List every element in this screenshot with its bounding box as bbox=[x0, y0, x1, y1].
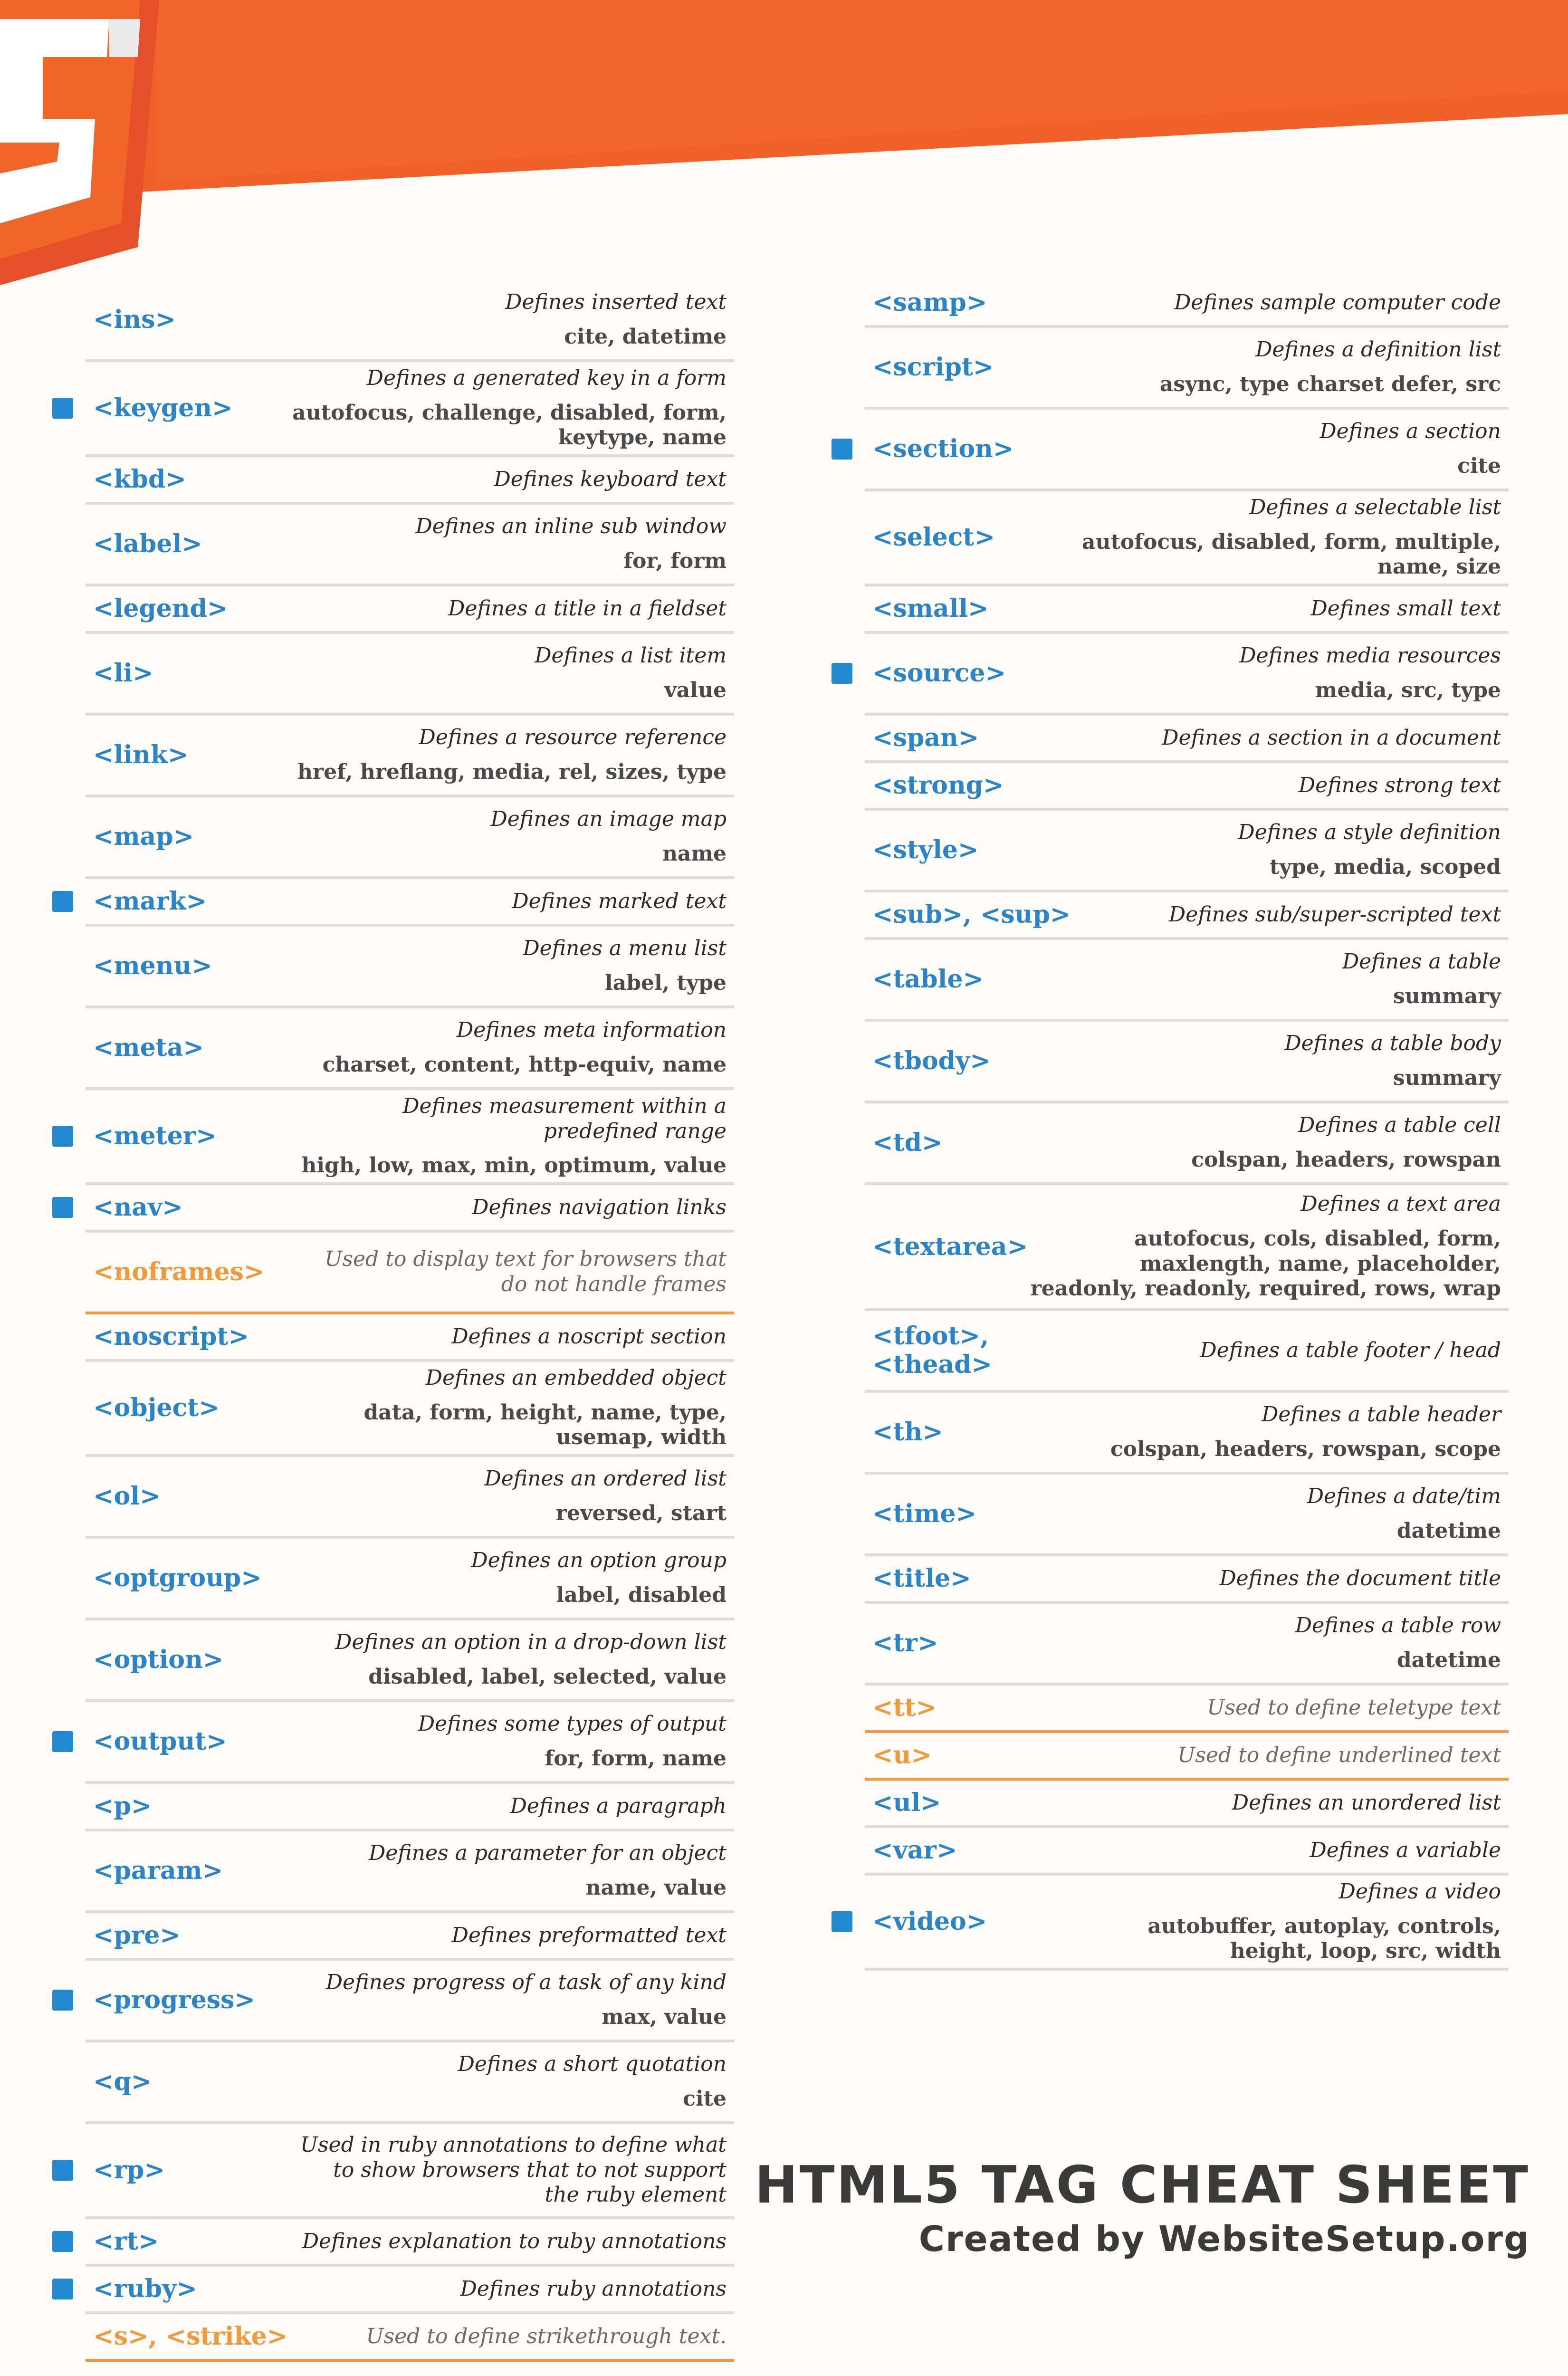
tag-row bbox=[865, 586, 1509, 634]
tag-name: <noframes> bbox=[93, 1257, 265, 1287]
tag-info bbox=[369, 1841, 727, 1901]
tag-description: Defines marked text bbox=[512, 889, 727, 913]
tag-info bbox=[1319, 419, 1501, 479]
tag-row bbox=[86, 879, 734, 927]
tag-description: Defines sub/super-scripted text bbox=[1168, 902, 1501, 927]
tag-name: <video> bbox=[872, 1907, 987, 1936]
tag-info bbox=[471, 1548, 727, 1608]
tag-attributes: datetime bbox=[1396, 1519, 1501, 1543]
tag-description: Defines a section bbox=[1319, 419, 1501, 444]
tag-description: Defines a section in a document bbox=[1162, 725, 1501, 750]
tag-row bbox=[86, 1233, 734, 1314]
tag-name: <table> bbox=[872, 965, 984, 994]
tag-name: <legend> bbox=[93, 594, 228, 623]
tag-row bbox=[86, 1702, 734, 1784]
tag-row bbox=[86, 1457, 734, 1539]
tag-name: <source> bbox=[872, 659, 1006, 688]
tag-info bbox=[1160, 337, 1501, 397]
tag-info bbox=[1191, 1113, 1501, 1173]
tag-description: Defines a paragraph bbox=[510, 1793, 727, 1818]
tag-row bbox=[865, 1022, 1509, 1103]
tag-info bbox=[302, 2229, 727, 2254]
tag-name: <param> bbox=[93, 1856, 223, 1886]
tag-attributes: summary bbox=[1393, 1066, 1501, 1090]
tag-name: <style> bbox=[872, 835, 979, 865]
tag-name: <tr> bbox=[872, 1629, 938, 1658]
left-tag-column bbox=[86, 280, 734, 2362]
tag-info bbox=[1200, 1338, 1501, 1363]
tag-attributes: data, form, height, name, type, usemap, width bbox=[363, 1400, 727, 1450]
tag-attributes: autofocus, disabled, form, multiple, name, size bbox=[1081, 529, 1501, 579]
tag-info bbox=[1177, 1743, 1501, 1768]
tag-info bbox=[490, 807, 727, 867]
tag-attributes: name, value bbox=[585, 1876, 727, 1900]
tag-info bbox=[1342, 949, 1501, 1009]
tag-attributes: label, disabled bbox=[556, 1583, 727, 1607]
tag-description: Defines sample computer code bbox=[1174, 290, 1501, 315]
tag-attributes: autofocus, cols, disabled, form, maxlength, name, placeholder, readonly, readonly, required, rows, wrap bbox=[1030, 1226, 1501, 1301]
tag-name: <sub>, <sup> bbox=[872, 900, 1071, 929]
tag-row bbox=[865, 811, 1509, 892]
tag-row bbox=[865, 1876, 1509, 1971]
tag-info bbox=[1310, 1838, 1501, 1863]
tag-row bbox=[865, 892, 1509, 940]
tag-attributes: autobuffer, autoplay, controls, height, loop, src, width bbox=[1147, 1914, 1501, 1964]
tag-info bbox=[1028, 1192, 1501, 1302]
tag-description: Defines a title in a fieldset bbox=[448, 596, 727, 621]
tag-description: Defines keyboard text bbox=[494, 467, 727, 491]
tag-row bbox=[865, 491, 1509, 586]
tag-name: <ruby> bbox=[93, 2274, 197, 2304]
new-tag-marker-icon bbox=[832, 1911, 852, 1932]
new-tag-marker-icon bbox=[52, 891, 73, 912]
tag-row bbox=[865, 1185, 1509, 1311]
tag-name: <label> bbox=[93, 529, 202, 559]
tag-name: <nav> bbox=[93, 1193, 183, 1222]
tag-info bbox=[535, 643, 727, 703]
tag-description: Defines small text bbox=[1310, 596, 1501, 621]
tag-name: <meta> bbox=[93, 1033, 204, 1063]
tag-name: <var> bbox=[872, 1836, 957, 1865]
tag-info bbox=[452, 1923, 727, 1948]
tag-description: Defines a date/tim bbox=[1307, 1484, 1501, 1509]
tag-attributes: summary bbox=[1393, 984, 1501, 1008]
tag-info bbox=[1162, 726, 1501, 751]
tag-name: <ins> bbox=[93, 305, 176, 335]
tag-info bbox=[472, 1195, 727, 1220]
tag-row bbox=[86, 1539, 734, 1620]
tag-info bbox=[458, 2052, 727, 2112]
tag-name: <menu> bbox=[93, 951, 212, 981]
tag-info bbox=[418, 1712, 727, 1772]
tag-info bbox=[484, 1466, 727, 1526]
tag-name: <ul> bbox=[872, 1788, 941, 1818]
tag-description: Defines the document title bbox=[1219, 1566, 1501, 1590]
tag-name: <ol> bbox=[93, 1482, 161, 1511]
tag-attributes: value bbox=[664, 678, 727, 702]
tag-description: Defines progress of a task of any kind bbox=[325, 1970, 727, 1995]
tag-description: Defines measurement within a predefined range bbox=[402, 1093, 727, 1143]
new-tag-marker-icon bbox=[832, 663, 852, 684]
tag-row bbox=[86, 1090, 734, 1185]
tag-info bbox=[335, 1630, 727, 1690]
tag-name: <option> bbox=[93, 1645, 224, 1675]
tag-description: Defines an option in a drop-down list bbox=[335, 1630, 727, 1655]
tag-description: Used to define teletype text bbox=[1207, 1695, 1501, 1720]
tag-row bbox=[86, 1831, 734, 1913]
tag-info bbox=[505, 290, 727, 350]
tag-name: <object> bbox=[93, 1393, 220, 1423]
tag-info bbox=[299, 1094, 727, 1178]
new-tag-marker-icon bbox=[52, 2231, 73, 2252]
tag-info bbox=[297, 725, 727, 785]
tag-name: <time> bbox=[872, 1499, 977, 1529]
tag-info bbox=[512, 889, 727, 914]
tag-row bbox=[86, 1314, 734, 1362]
tag-row bbox=[865, 763, 1509, 811]
tag-name: <rp> bbox=[93, 2156, 165, 2185]
new-tag-marker-icon bbox=[52, 2160, 73, 2181]
tag-description: Used to display text for browsers that do not handle frames bbox=[325, 1247, 727, 1296]
tag-name: <rt> bbox=[93, 2227, 159, 2256]
tag-info bbox=[523, 936, 727, 996]
tag-info bbox=[1026, 495, 1501, 580]
tag-description: Defines a parameter for an object bbox=[368, 1841, 727, 1866]
tag-info bbox=[510, 1794, 727, 1819]
tag-attributes: max, value bbox=[602, 2005, 727, 2029]
new-tag-marker-icon bbox=[52, 2279, 73, 2299]
tag-description: Defines preformatted text bbox=[451, 1923, 727, 1947]
tag-name: <samp> bbox=[872, 288, 987, 317]
tag-row bbox=[865, 1733, 1509, 1781]
tag-attributes: cite bbox=[1457, 454, 1501, 478]
tag-info bbox=[299, 1247, 727, 1297]
tag-attributes: autofocus, challenge, disabled, form, keytype, name bbox=[292, 400, 727, 450]
tag-row bbox=[86, 1008, 734, 1090]
tag-row bbox=[865, 1103, 1509, 1185]
tag-description: Defines strong text bbox=[1298, 773, 1501, 797]
tag-description: Defines a table body bbox=[1284, 1031, 1501, 1056]
tag-row bbox=[865, 716, 1509, 763]
tag-row bbox=[865, 1311, 1509, 1393]
tag-attributes: for, form, name bbox=[545, 1746, 727, 1771]
tag-name: <tfoot>, <thead> bbox=[872, 1322, 993, 1379]
tag-name: <kbd> bbox=[93, 465, 186, 494]
tag-info bbox=[1232, 1791, 1501, 1816]
tag-row bbox=[86, 797, 734, 879]
tag-description: Defines inserted text bbox=[505, 290, 727, 315]
tag-name: <th> bbox=[872, 1418, 943, 1447]
tag-row bbox=[86, 1961, 734, 2042]
tag-name: <optgroup> bbox=[93, 1563, 262, 1593]
tag-info bbox=[299, 2133, 727, 2208]
tag-info bbox=[1238, 820, 1501, 880]
tag-description: Defines an option group bbox=[471, 1548, 727, 1573]
tag-description: Defines a generated key in a form bbox=[366, 365, 727, 390]
tag-description: Defines an unordered list bbox=[1232, 1790, 1501, 1815]
sheet-title: HTML5 TAG CHEAT SHEET bbox=[755, 2156, 1530, 2215]
tag-row bbox=[86, 2124, 734, 2219]
tag-name: <textarea> bbox=[872, 1232, 1028, 1261]
tag-row bbox=[86, 362, 734, 457]
tag-info bbox=[366, 2324, 727, 2349]
tag-name: <p> bbox=[93, 1792, 152, 1821]
tag-name: <mark> bbox=[93, 887, 207, 916]
tag-info bbox=[1299, 773, 1501, 798]
tag-description: Defines a table bbox=[1342, 949, 1501, 974]
tag-info bbox=[299, 1366, 727, 1450]
tag-row bbox=[865, 280, 1509, 328]
tag-description: Defines a table cell bbox=[1298, 1113, 1501, 1138]
header-banner bbox=[0, 0, 1568, 285]
tag-name: <u> bbox=[872, 1741, 932, 1770]
tag-info bbox=[415, 514, 727, 574]
tag-attributes: colspan, headers, rowspan, scope bbox=[1110, 1437, 1501, 1461]
tag-info bbox=[1239, 643, 1501, 703]
tag-row bbox=[86, 634, 734, 716]
tag-name: <s>, <strike> bbox=[93, 2322, 288, 2351]
tag-attributes: cite, datetime bbox=[564, 325, 727, 349]
tag-info bbox=[251, 366, 727, 450]
tag-description: Defines an image map bbox=[490, 807, 727, 832]
tag-row bbox=[86, 457, 734, 505]
tag-description: Used in ruby annotations to define what to show browsers that to not support the ruby element bbox=[300, 2132, 727, 2207]
tag-description: Defines a table footer / head bbox=[1200, 1338, 1501, 1362]
tag-info bbox=[1311, 596, 1501, 622]
tag-name: <title> bbox=[872, 1564, 971, 1593]
tag-description: Defines ruby annotations bbox=[460, 2276, 727, 2301]
tag-row bbox=[86, 280, 734, 362]
tag-attributes: datetime bbox=[1396, 1648, 1501, 1672]
tag-row bbox=[865, 1556, 1509, 1604]
tag-name: <pre> bbox=[93, 1921, 181, 1950]
tag-attributes: async, type charset defer, src bbox=[1159, 372, 1501, 396]
tag-info bbox=[451, 1324, 727, 1350]
tag-info bbox=[494, 467, 727, 492]
tag-row bbox=[86, 2042, 734, 2124]
tag-row bbox=[86, 1185, 734, 1233]
tag-description: Defines a noscript section bbox=[451, 1324, 727, 1349]
tag-attributes: high, low, max, min, optimum, value bbox=[301, 1153, 727, 1178]
tag-attributes: charset, content, http-equiv, name bbox=[322, 1053, 727, 1077]
tag-description: Defines a style definition bbox=[1238, 820, 1501, 845]
tag-row bbox=[86, 2219, 734, 2267]
tag-attributes: media, src, type bbox=[1315, 678, 1501, 702]
tag-info bbox=[323, 1018, 727, 1078]
tag-info bbox=[448, 596, 727, 622]
new-tag-marker-icon bbox=[52, 1731, 73, 1752]
tag-description: Defines a video bbox=[1339, 1879, 1501, 1904]
tag-description: Defines a definition list bbox=[1255, 337, 1501, 362]
tag-description: Defines a short quotation bbox=[458, 2052, 727, 2077]
tag-row bbox=[86, 586, 734, 634]
tag-row bbox=[865, 1475, 1509, 1556]
tag-attributes: disabled, label, selected, value bbox=[368, 1665, 727, 1689]
tag-name: <section> bbox=[872, 434, 1014, 464]
tag-row bbox=[86, 505, 734, 586]
tag-info bbox=[1169, 902, 1501, 928]
tag-row bbox=[86, 2267, 734, 2314]
tag-info bbox=[1207, 1696, 1501, 1721]
tag-attributes: for, form bbox=[623, 549, 727, 573]
tag-attributes: colspan, headers, rowspan bbox=[1191, 1148, 1501, 1172]
tag-name: <li> bbox=[93, 659, 153, 688]
tag-name: <small> bbox=[872, 594, 989, 623]
tag-description: Defines a text area bbox=[1300, 1191, 1501, 1216]
tag-row bbox=[865, 1393, 1509, 1475]
tag-row bbox=[86, 716, 734, 797]
new-tag-marker-icon bbox=[832, 439, 852, 460]
tag-description: Defines a table row bbox=[1295, 1613, 1501, 1638]
tag-attributes: cite bbox=[683, 2087, 727, 2111]
tag-name: <noscript> bbox=[93, 1322, 249, 1351]
tag-row bbox=[865, 410, 1509, 491]
new-tag-marker-icon bbox=[52, 1990, 73, 2011]
tag-info bbox=[326, 1970, 727, 2030]
tag-name: <td> bbox=[872, 1128, 943, 1158]
tag-description: Defines media resources bbox=[1239, 643, 1501, 668]
tag-info bbox=[1284, 1031, 1501, 1091]
tag-info bbox=[1174, 290, 1501, 316]
tag-attributes: type, media, scoped bbox=[1270, 855, 1501, 879]
tag-description: Defines a table header bbox=[1262, 1402, 1501, 1427]
tag-name: <tbody> bbox=[872, 1046, 991, 1076]
tag-description: Defines an embedded object bbox=[425, 1365, 727, 1390]
tag-info bbox=[1295, 1613, 1501, 1673]
right-tag-column bbox=[865, 280, 1509, 1971]
tag-info bbox=[460, 2277, 727, 2302]
tag-attributes: href, hreflang, media, rel, sizes, type bbox=[297, 760, 727, 784]
tag-name: <script> bbox=[872, 353, 994, 382]
tag-name: <tt> bbox=[872, 1693, 937, 1723]
tag-name: <link> bbox=[93, 740, 189, 770]
tag-row bbox=[865, 1781, 1509, 1828]
tag-name: <select> bbox=[872, 523, 995, 552]
tag-description: Defines meta information bbox=[456, 1018, 727, 1043]
tag-attributes: label, type bbox=[605, 971, 727, 995]
tag-name: <keygen> bbox=[93, 393, 233, 423]
tag-row bbox=[86, 1362, 734, 1457]
tag-description: Defines a variable bbox=[1310, 1838, 1501, 1862]
new-tag-marker-icon bbox=[52, 398, 73, 419]
tag-name: <map> bbox=[93, 822, 194, 852]
new-tag-marker-icon bbox=[52, 1197, 73, 1218]
tag-info bbox=[1110, 1402, 1501, 1462]
tag-row bbox=[865, 1828, 1509, 1876]
tag-description: Defines a list item bbox=[535, 643, 727, 668]
tag-name: <progress> bbox=[93, 1985, 255, 2015]
tag-row bbox=[86, 927, 734, 1008]
tag-name: <meter> bbox=[93, 1121, 217, 1151]
tag-name: <span> bbox=[872, 723, 979, 753]
tag-description: Defines a resource reference bbox=[419, 725, 727, 750]
tag-row bbox=[86, 1913, 734, 1961]
tag-name: <q> bbox=[93, 2067, 152, 2097]
tag-description: Used to define strikethrough text. bbox=[366, 2324, 727, 2348]
tag-attributes: reversed, start bbox=[555, 1501, 727, 1525]
tag-row bbox=[865, 1604, 1509, 1686]
tag-attributes: name bbox=[662, 842, 727, 866]
footer bbox=[755, 2157, 1530, 2260]
tag-description: Defines an inline sub window bbox=[415, 514, 727, 539]
sheet-credit: Created by WebsiteSetup.org bbox=[918, 2218, 1530, 2260]
tag-description: Defines an ordered list bbox=[484, 1466, 727, 1491]
html5-shield-icon bbox=[0, 0, 159, 285]
tag-name: <strong> bbox=[872, 771, 1004, 800]
tag-row bbox=[865, 940, 1509, 1022]
tag-row bbox=[86, 1784, 734, 1831]
tag-row bbox=[865, 328, 1509, 410]
tag-description: Defines a menu list bbox=[523, 936, 727, 961]
tag-description: Defines some types of output bbox=[418, 1712, 727, 1736]
new-tag-marker-icon bbox=[52, 1126, 73, 1147]
tag-info bbox=[1073, 1879, 1501, 1964]
tag-description: Used to define underlined text bbox=[1177, 1743, 1501, 1767]
tag-row bbox=[865, 1686, 1509, 1733]
tag-info bbox=[1307, 1484, 1501, 1544]
tag-description: Defines navigation links bbox=[472, 1195, 727, 1219]
tag-row bbox=[86, 2314, 734, 2362]
tag-description: Defines a selectable list bbox=[1249, 495, 1501, 519]
tag-row bbox=[86, 1620, 734, 1702]
tag-row bbox=[865, 634, 1509, 716]
tag-description: Defines explanation to ruby annotations bbox=[302, 2229, 727, 2253]
tag-name: <output> bbox=[93, 1727, 227, 1756]
tag-info bbox=[1219, 1566, 1501, 1591]
